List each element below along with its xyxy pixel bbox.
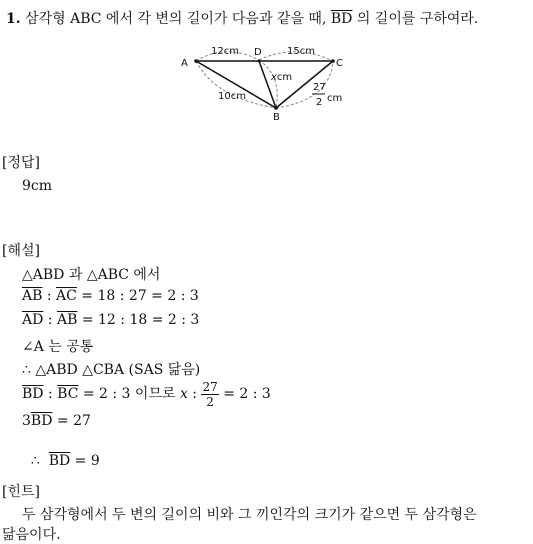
explanation-line-7 — [22, 413, 91, 429]
explanation-line-5: ∴ △ABD △CBA (SAS 닮음) — [22, 362, 201, 378]
line6-mid: = 2 : 3 이므로 — [78, 386, 180, 402]
line8-seg: $\overline{BD}$ — [48, 453, 71, 469]
problem-text-before: 삼각형 ABC 에서 각 변의 길이가 다음과 같을 때, — [25, 11, 331, 27]
hint-heading: [힌트] — [2, 484, 40, 500]
explanation-line-4: ∠A 는 공통 — [22, 339, 94, 355]
vertex-a-dot — [194, 59, 198, 63]
line3-seg2: $\overline{AB}$ — [56, 312, 78, 328]
explanation-line-8 — [22, 437, 100, 469]
problem-number: 1. — [6, 11, 21, 27]
line2-colon: : — [42, 288, 57, 304]
vertex-c-dot — [331, 59, 335, 63]
triangle-diagram — [170, 40, 370, 122]
line7-rest: = 27 — [52, 413, 91, 429]
line3-colon: : — [43, 312, 57, 328]
label-db-var: x — [271, 72, 277, 83]
line7-pre: 3 — [22, 413, 31, 429]
explanation-line-1: △ABD 과 △ABC 에서 — [22, 267, 161, 283]
explanation-line-6 — [22, 378, 271, 410]
line6-colon2: : — [187, 386, 202, 402]
line6-fraction-den: 2 — [206, 394, 214, 409]
vertex-b-dot — [274, 106, 278, 110]
explanation-heading: [해설] — [2, 243, 40, 259]
line8-rest: = 9 — [70, 453, 100, 469]
line6-seg1: $\overline{BD}$ — [22, 386, 44, 402]
label-db-unit: cm — [276, 72, 293, 83]
label-ad-length: 12cm — [211, 46, 239, 57]
label-bc-den: 2 — [316, 97, 323, 108]
answer-value: 9cm — [22, 178, 53, 194]
line2-rest: = 18 : 27 = 2 : 3 — [76, 288, 199, 304]
vertex-d-dot — [258, 60, 261, 63]
label-bc-unit: cm — [327, 93, 343, 104]
line3-seg1: $\overline{AD}$ — [22, 312, 44, 328]
problem-statement — [6, 8, 478, 28]
problem-segment: $\overline{BD}$ — [330, 11, 353, 27]
hint-line-2: 닮음이다. — [2, 527, 61, 543]
label-c: C — [336, 58, 343, 69]
label-db-length — [270, 72, 292, 83]
label-dc-length: 15cm — [287, 46, 315, 57]
answer-heading: [정답] — [2, 155, 40, 171]
line8-pre: ∴ — [30, 453, 49, 469]
label-bc-num: 27 — [313, 82, 326, 93]
hint-line-1: 두 삼각형에서 두 변의 길이의 비와 그 끼인각의 크기가 같으면 두 삼각형은 — [22, 507, 477, 523]
line6-rest: = 2 : 3 — [218, 386, 271, 402]
line6-colon: : — [43, 386, 58, 402]
line2-seg2: $\overline{AC}$ — [56, 288, 77, 304]
line6-var: x — [179, 386, 188, 402]
explanation-line-2 — [22, 288, 199, 304]
line7-seg: $\overline{BD}$ — [30, 413, 53, 429]
line2-seg1: $\overline{AB}$ — [22, 288, 43, 304]
explanation-line-3 — [22, 312, 199, 328]
label-a: A — [181, 58, 188, 69]
line3-rest: = 12 : 18 = 2 : 3 — [77, 312, 200, 328]
label-b: B — [273, 112, 280, 122]
label-ab-length: 10cm — [218, 91, 246, 102]
line6-fraction — [201, 381, 218, 408]
line6-fraction-num: 27 — [202, 379, 218, 394]
label-d: D — [254, 47, 262, 58]
line6-seg2: $\overline{BC}$ — [57, 386, 79, 402]
problem-text-after: 의 길이를 구하여라. — [352, 11, 479, 27]
